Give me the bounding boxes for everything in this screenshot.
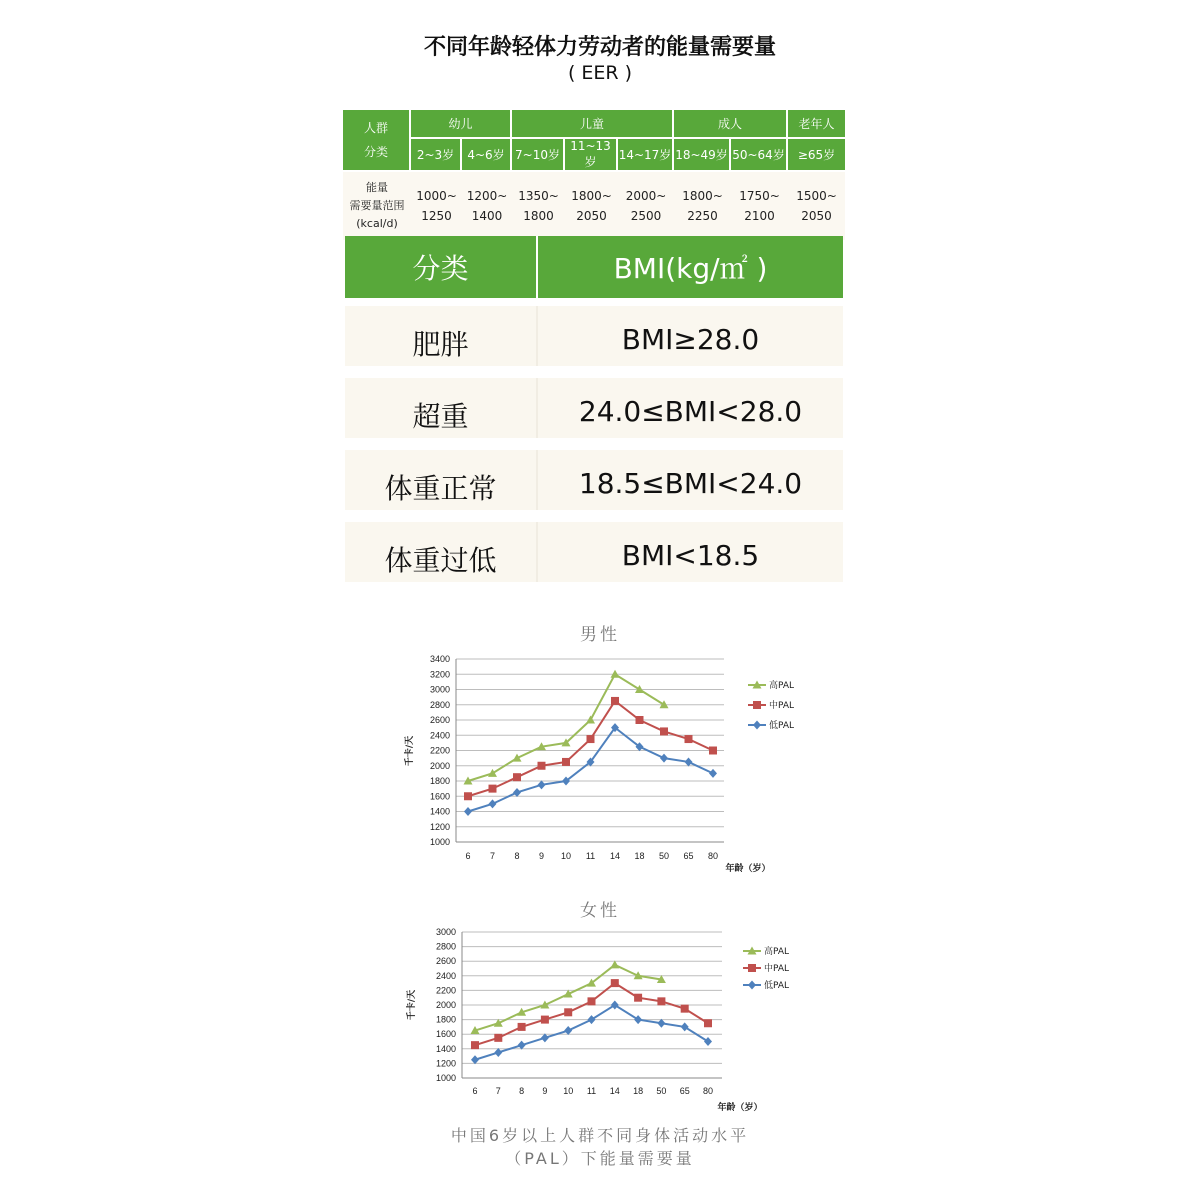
eer-value-min: 1200~	[466, 189, 508, 203]
y-tick-label: 2600	[429, 715, 450, 725]
x-tick-label: 65	[683, 851, 694, 861]
eer-value-min: 1800~	[682, 189, 723, 203]
eer-value-max: 2500	[630, 209, 662, 223]
y-tick-label: 2800	[435, 941, 456, 952]
eer-value-header-line: 能量	[366, 181, 388, 194]
eer-value-max: 2250	[687, 209, 718, 223]
data-point-diamond	[464, 807, 472, 816]
chart-caption	[0, 1124, 1200, 1170]
data-point-square	[588, 997, 596, 1005]
x-tick-label: 14	[609, 1086, 620, 1096]
y-tick-label: 2200	[435, 985, 456, 996]
eer-row-header	[343, 110, 411, 172]
y-axis-label: 千卡/天	[405, 735, 415, 767]
y-tick-label: 3200	[429, 669, 450, 680]
y-tick-label: 1800	[435, 1014, 456, 1025]
data-point-diamond	[709, 769, 717, 778]
y-tick-label: 2400	[429, 730, 450, 741]
bmi-header-range: BMI(kg/㎡ )	[613, 252, 768, 285]
y-axis-label: 千卡/天	[407, 989, 417, 1021]
legend-label: 低PAL	[769, 721, 795, 731]
data-point-square	[657, 997, 665, 1005]
legend-marker	[748, 964, 756, 972]
eer-value-min: 1750~	[739, 189, 780, 203]
bmi-range: 18.5≤BMI<24.0	[578, 466, 803, 500]
eer-value-min: 1800~	[571, 189, 612, 203]
x-tick-label: 18	[633, 1086, 644, 1096]
legend-label: 中PAL	[764, 964, 790, 974]
eer-value-max: 1400	[471, 209, 503, 223]
x-tick-label: 6	[465, 851, 471, 861]
male-chart-title: 男性	[580, 625, 620, 645]
data-point-diamond	[681, 1022, 689, 1031]
data-point-square	[636, 716, 644, 724]
x-tick-label: 18	[634, 851, 645, 861]
y-tick-label: 2800	[429, 699, 450, 710]
eer-age: 18~49岁	[674, 139, 731, 172]
data-point-square	[660, 727, 668, 735]
x-tick-label: 6	[472, 1086, 478, 1096]
eer-table	[343, 110, 845, 240]
y-tick-label: 1400	[429, 806, 450, 817]
series-line-triangle	[475, 965, 661, 1031]
eer-value-max: 2100	[744, 209, 775, 223]
eer-age: 2~3岁	[411, 139, 462, 172]
bmi-header-row	[345, 236, 843, 298]
data-point-square	[681, 1005, 689, 1013]
eer-value-cell	[674, 172, 731, 240]
legend-label: 高PAL	[769, 681, 795, 691]
page-subtitle: ( EER )	[567, 62, 633, 84]
male-energy-chart	[0, 645, 1200, 895]
y-tick-label: 3000	[435, 927, 456, 937]
caption-line-2: （PAL）下能量需要量	[505, 1149, 695, 1168]
y-tick-label: 3000	[429, 684, 450, 695]
data-point-square	[538, 762, 546, 770]
data-point-square	[489, 785, 497, 793]
eer-value-header-line: (kcal/d)	[356, 217, 398, 230]
eer-value-max: 1250	[421, 209, 452, 223]
eer-value-header	[343, 172, 411, 240]
x-tick-label: 50	[656, 1086, 667, 1096]
x-tick-label: 14	[609, 851, 621, 861]
eer-value-min: 2000~	[625, 189, 667, 203]
bmi-row	[345, 522, 843, 582]
bmi-range: 24.0≤BMI<28.0	[578, 394, 803, 428]
data-point-diamond	[634, 1015, 642, 1024]
data-point-square	[541, 1016, 549, 1024]
eer-value-cell	[462, 172, 512, 240]
x-tick-label: 9	[538, 851, 545, 861]
eer-group-toddler: 幼儿	[411, 110, 512, 139]
y-tick-label: 2000	[435, 1000, 456, 1010]
eer-age: 11~13岁	[565, 139, 618, 172]
data-point-square	[611, 979, 619, 987]
bmi-category: 超重	[345, 378, 538, 438]
x-tick-label: 7	[495, 1086, 501, 1096]
data-point-diamond	[611, 1001, 619, 1010]
x-axis-label: 年龄（岁）	[725, 864, 771, 874]
data-point-diamond	[588, 1015, 596, 1024]
data-point-square	[634, 994, 642, 1002]
bmi-row	[345, 378, 843, 438]
x-tick-label: 7	[489, 851, 496, 861]
x-tick-label: 65	[679, 1086, 690, 1096]
eer-group-adult: 成人	[674, 110, 788, 139]
eer-row-header-top: 人群	[363, 121, 388, 135]
y-tick-label: 1000	[435, 1073, 456, 1083]
eer-value-cell	[512, 172, 565, 240]
female-chart-title: 女性	[580, 901, 620, 921]
x-tick-label: 11	[585, 851, 596, 861]
y-tick-label: 2600	[435, 956, 456, 967]
y-tick-label: 2200	[429, 745, 450, 756]
bmi-range: BMI<18.5	[621, 538, 760, 572]
data-point-square	[704, 1019, 712, 1027]
data-point-diamond	[685, 757, 693, 766]
bmi-category: 肥胖	[345, 306, 538, 366]
x-tick-label: 8	[514, 851, 520, 861]
legend-marker	[748, 981, 756, 990]
y-tick-label: 1000	[429, 837, 450, 847]
x-axis-label: 年龄（岁）	[717, 1103, 763, 1113]
y-tick-label: 3400	[429, 654, 450, 664]
data-point-square	[587, 735, 595, 743]
data-point-square	[494, 1034, 502, 1042]
data-point-triangle	[488, 769, 497, 777]
series-line-square	[468, 701, 713, 796]
eer-value-min: 1000~	[416, 189, 457, 203]
page-title: 不同年龄轻体力劳动者的能量需要量	[423, 35, 776, 60]
bmi-table	[345, 236, 843, 582]
y-tick-label: 1200	[435, 1058, 456, 1069]
y-tick-label: 2400	[435, 970, 456, 981]
x-tick-label: 10	[560, 851, 572, 861]
y-tick-label: 1800	[429, 776, 450, 786]
x-tick-label: 11	[586, 1086, 597, 1096]
legend-marker	[753, 701, 761, 709]
legend-label: 中PAL	[769, 701, 795, 711]
eer-value-header-line: 需要量范围	[349, 199, 405, 212]
eer-age: 14~17岁	[618, 139, 674, 172]
x-tick-label: 50	[658, 851, 670, 861]
data-point-square	[709, 747, 717, 755]
data-point-square	[562, 758, 570, 766]
eer-group-child: 儿童	[512, 110, 674, 139]
eer-group-elderly: 老年人	[788, 110, 845, 139]
y-tick-label: 1600	[429, 791, 450, 802]
eer-value-cell	[731, 172, 788, 240]
bmi-range: BMI≥28.0	[621, 322, 760, 356]
female-energy-chart	[0, 920, 1200, 1120]
y-tick-label: 1400	[435, 1043, 456, 1054]
x-tick-label: 80	[707, 851, 719, 861]
bmi-row	[345, 306, 843, 366]
caption-line-1: 中国6岁以上人群不同身体活动水平	[450, 1126, 750, 1145]
data-point-diamond	[513, 788, 521, 797]
x-tick-label: 10	[563, 1086, 574, 1096]
eer-value-cell	[618, 172, 674, 240]
data-point-square	[611, 697, 619, 705]
data-point-square	[685, 735, 693, 743]
data-point-square	[513, 773, 521, 781]
eer-value-max: 2050	[576, 209, 607, 223]
y-tick-label: 2000	[429, 760, 450, 771]
eer-row-header-bottom: 分类	[363, 145, 388, 159]
legend-label: 高PAL	[764, 947, 790, 957]
data-point-square	[564, 1008, 572, 1016]
eer-value-min: 1350~	[518, 189, 559, 203]
x-tick-label: 9	[542, 1086, 548, 1096]
eer-value-min: 1500~	[796, 189, 837, 203]
data-point-diamond	[704, 1037, 712, 1046]
eer-age: 4~6岁	[462, 139, 512, 172]
legend-marker	[753, 721, 761, 730]
y-tick-label: 1200	[429, 821, 450, 832]
bmi-row	[345, 450, 843, 510]
x-tick-label: 80	[702, 1086, 714, 1096]
data-point-diamond	[489, 799, 497, 808]
y-tick-label: 1600	[435, 1029, 456, 1040]
eer-value-cell	[565, 172, 618, 240]
data-point-diamond	[660, 754, 668, 763]
x-tick-label: 8	[519, 1086, 525, 1096]
bmi-header-category: 分类	[345, 236, 538, 298]
legend-label: 低PAL	[764, 981, 790, 991]
data-point-square	[471, 1041, 479, 1049]
eer-value-cell	[411, 172, 462, 240]
eer-value-cell	[788, 172, 845, 240]
data-point-square	[518, 1023, 526, 1031]
bmi-category: 体重正常	[345, 450, 538, 510]
bmi-category: 体重过低	[345, 522, 538, 582]
eer-value-max: 1800	[523, 209, 554, 223]
eer-age: 7~10岁	[512, 139, 565, 172]
data-point-diamond	[538, 780, 546, 789]
eer-value-max: 2050	[801, 209, 832, 223]
data-point-square	[464, 792, 472, 800]
series-line-square	[475, 983, 708, 1045]
eer-age: ≥65岁	[788, 139, 845, 172]
eer-age: 50~64岁	[731, 139, 788, 172]
